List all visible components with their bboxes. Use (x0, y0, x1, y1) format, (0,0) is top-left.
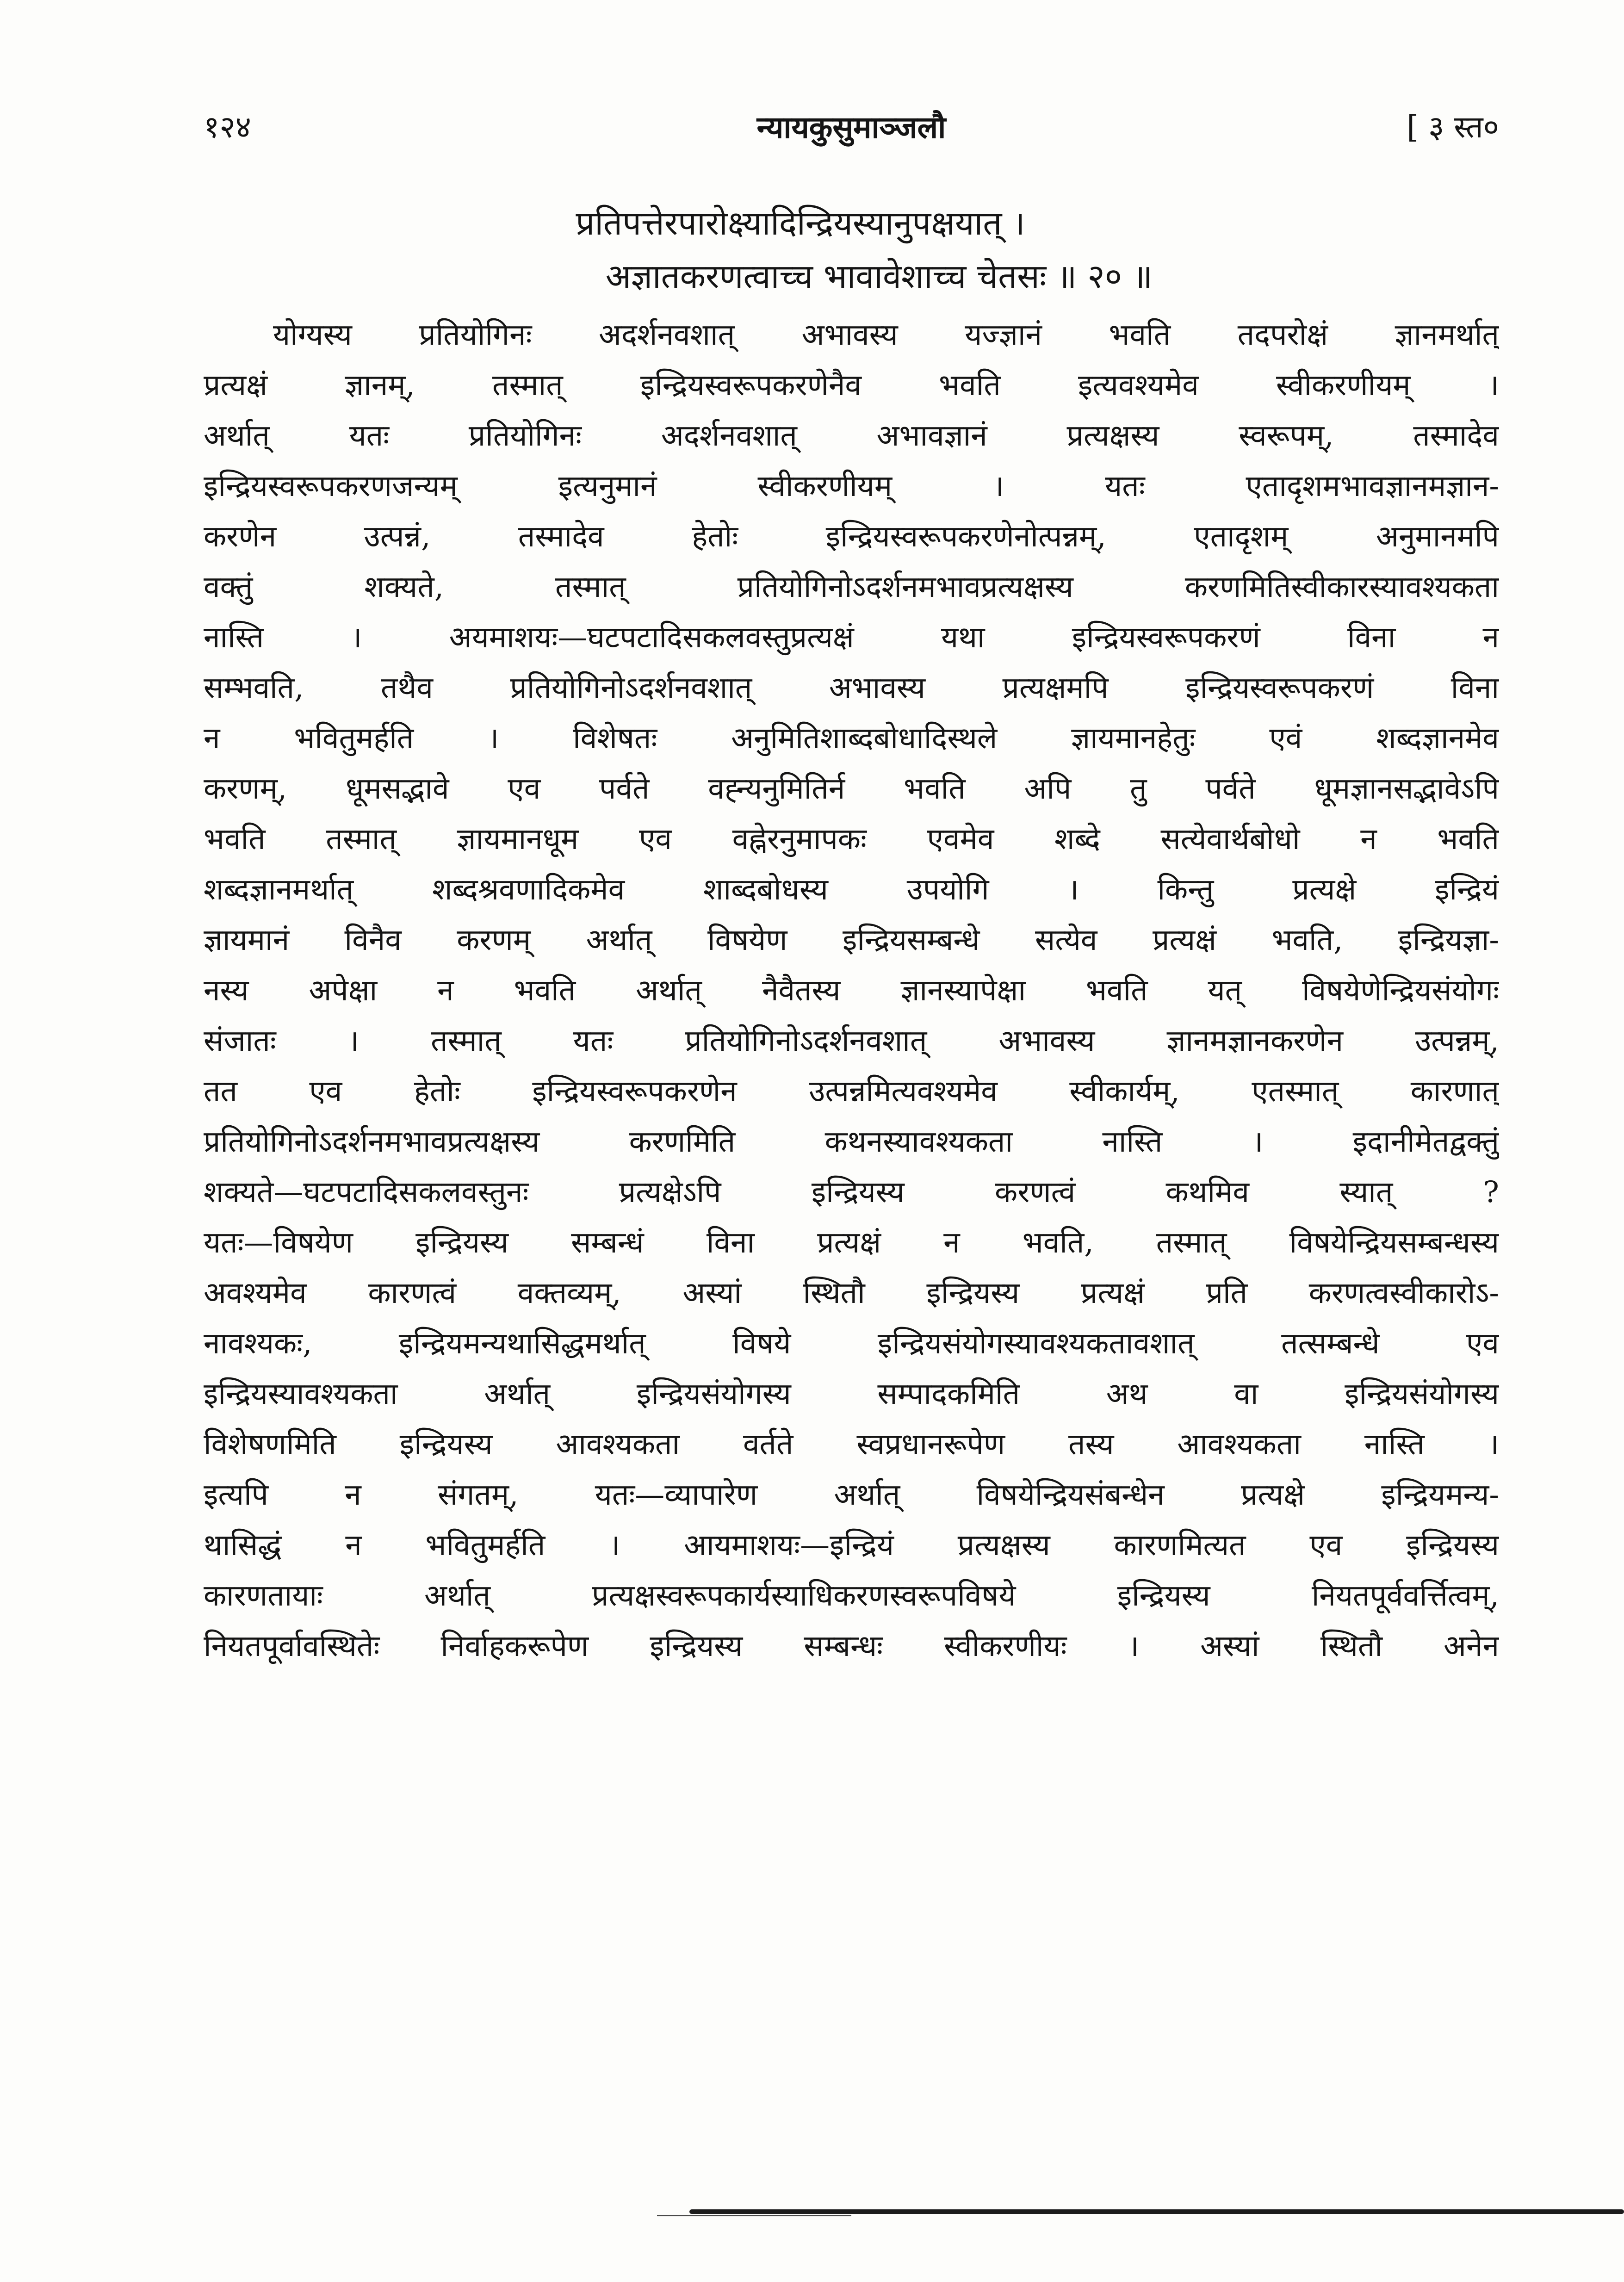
commentary-line: नावश्यकः, इन्द्रियमन्यथासिद्धमर्थात् विषये इन्द्रियसंयोगस्यावश्यकतावशात् तत्सम्बन्धे एव (204, 1327, 1499, 1361)
commentary-line: प्रत्यक्षं ज्ञानम्, तस्मात् इन्द्रियस्वरूपकरणेनैव भवति इत्यवश्यमेव स्वीकरणीयम् । (204, 368, 1499, 403)
commentary-line: अर्थात् यतः प्रतियोगिनः अदर्शनवशात् अभावज्ञानं प्रत्यक्षस्य स्वरूपम्, तस्मादेव (204, 419, 1499, 453)
commentary-line: योग्यस्य प्रतियोगिनः अदर्शनवशात् अभावस्य यज्ज्ञानं भवति तदपरोक्षं ज्ञानमर्थात् (273, 318, 1499, 352)
commentary-line: नस्य अपेक्षा न भवति अर्थात् नैवैतस्य ज्ञानस्यापेक्षा भवति यत् विषयेणेन्द्रियसंयोगः (204, 974, 1499, 1008)
commentary-line: थासिद्धं न भवितुमर्हति । आयमाशयः—इन्द्रियं प्रत्यक्षस्य कारणमित्यत एव इन्द्रियस्य (204, 1528, 1499, 1563)
commentary-line: शक्यते—घटपटादिसकलवस्तुनः प्रत्यक्षेऽपि इन्द्रियस्य करणत्वं कथमिव स्यात् ? (204, 1175, 1499, 1209)
commentary-line: संजातः । तस्मात् यतः प्रतियोगिनोऽदर्शनवशात् अभावस्य ज्ञानमज्ञानकरणेन उत्पन्नम्, (204, 1024, 1499, 1058)
commentary-line: यतः—विषयेण इन्द्रियस्य सम्बन्धं विना प्रत्यक्षं न भवति, तस्मात् विषयेन्द्रियसम्बन्धस्य (204, 1226, 1499, 1260)
commentary-line: इन्द्रियस्वरूपकरणजन्यम् इत्यनुमानं स्वीकरणीयम् । यतः एतादृशमभावज्ञानमज्ञान- (204, 469, 1499, 503)
commentary-line: विशेषणमिति इन्द्रियस्य आवश्यकता वर्तते स्वप्रधानरूपेण तस्य आवश्यकता नास्ति । (204, 1427, 1499, 1462)
commentary-line: नियतपूर्वावस्थितेः निर्वाहकरूपेण इन्द्रियस्य सम्बन्धः स्वीकरणीयः । अस्यां स्थितौ अनेन (204, 1629, 1499, 1663)
section-marker: [ ३ स्त० (1407, 109, 1499, 145)
commentary-line: न भवितुमर्हति । विशेषतः अनुमितिशाब्दबोधादिस्थले ज्ञायमानहेतुः एवं शब्दज्ञानमेव (204, 721, 1499, 756)
commentary-line: भवति तस्मात् ज्ञायमानधूम एव वह्नेरनुमापकः एवमेव शब्दे सत्येवार्थबोधो न भवति (204, 822, 1499, 856)
commentary-line: ज्ञायमानं विनैव करणम् अर्थात् विषयेण इन्द्रियसम्बन्धे सत्येव प्रत्यक्षं भवति, इन्द्रियज्ञा- (204, 923, 1499, 957)
footer-rule-thin (657, 2215, 851, 2216)
commentary-line: प्रतियोगिनोऽदर्शनमभावप्रत्यक्षस्य करणमिति कथनस्यावश्यकता नास्ति । इदानीमेतद्वक्तुं (204, 1125, 1499, 1159)
commentary-body (204, 310, 1499, 2184)
page-number: १२४ (204, 109, 251, 145)
commentary-line: इन्द्रियस्यावश्यकता अर्थात् इन्द्रियसंयोगस्य सम्पादकमिति अथ वा इन्द्रियसंयोगस्य (204, 1377, 1499, 1411)
commentary-line: करणम्, धूमसद्भावे एव पर्वते वह्न्यनुमितिर्न भवति अपि तु पर्वते धूमज्ञानसद्भावेऽपि (204, 772, 1499, 806)
verse-line-2: अज्ञातकरणत्वाच्च भावावेशाच्च चेतसः ॥ २० ॥ (605, 257, 1153, 296)
commentary-line: इत्यपि न संगतम्, यतः—व्यापारेण अर्थात् विषयेन्द्रियसंबन्धेन प्रत्यक्षे इन्द्रियमन्य- (204, 1478, 1499, 1512)
verse-line-1: प्रतिपत्तेरपारोक्ष्यादिन्द्रियस्यानुपक्षयात् । (576, 204, 1025, 242)
footer-rule (689, 2209, 1624, 2214)
commentary-line: तत एव हेतोः इन्द्रियस्वरूपकरणेन उत्पन्नमित्यवश्यमेव स्वीकार्यम्, एतस्मात् कारणात् (204, 1074, 1499, 1109)
commentary-line: कारणतायाः अर्थात् प्रत्यक्षस्वरूपकार्यस्याधिकरणस्वरूपविषये इन्द्रियस्य नियतपूर्ववर्त्तित्वम्, (204, 1579, 1499, 1613)
commentary-line: शब्दज्ञानमर्थात् शब्दश्रवणादिकमेव शाब्दबोधस्य उपयोगि । किन्तु प्रत्यक्षे इन्द्रियं (204, 873, 1499, 907)
commentary-line: करणेन उत्पन्नं, तस्मादेव हेतोः इन्द्रियस्वरूपकरणेनोत्पन्नम्, एतादृशम् अनुमानमपि (204, 520, 1499, 554)
commentary-line: सम्भवति, तथैव प्रतियोगिनोऽदर्शनवशात् अभावस्य प्रत्यक्षमपि इन्द्रियस्वरूपकरणं विना (204, 671, 1499, 705)
commentary-line: अवश्यमेव कारणत्वं वक्तव्यम्, अस्यां स्थितौ इन्द्रियस्य प्रत्यक्षं प्रति करणत्वस्वीकारोऽ- (204, 1276, 1499, 1310)
commentary-line: वक्तुं शक्यते, तस्मात् प्रतियोगिनोऽदर्शनमभावप्रत्यक्षस्य करणमितिस्वीकारस्यावश्यकता (204, 570, 1499, 604)
running-title: न्यायकुसुमाञ्जलौ (756, 109, 946, 145)
page-header (204, 99, 1499, 155)
commentary-line: नास्ति । अयमाशयः—घटपटादिसकलवस्तुप्रत्यक्षं यथा इन्द्रियस्वरूपकरणं विना न (204, 620, 1499, 655)
